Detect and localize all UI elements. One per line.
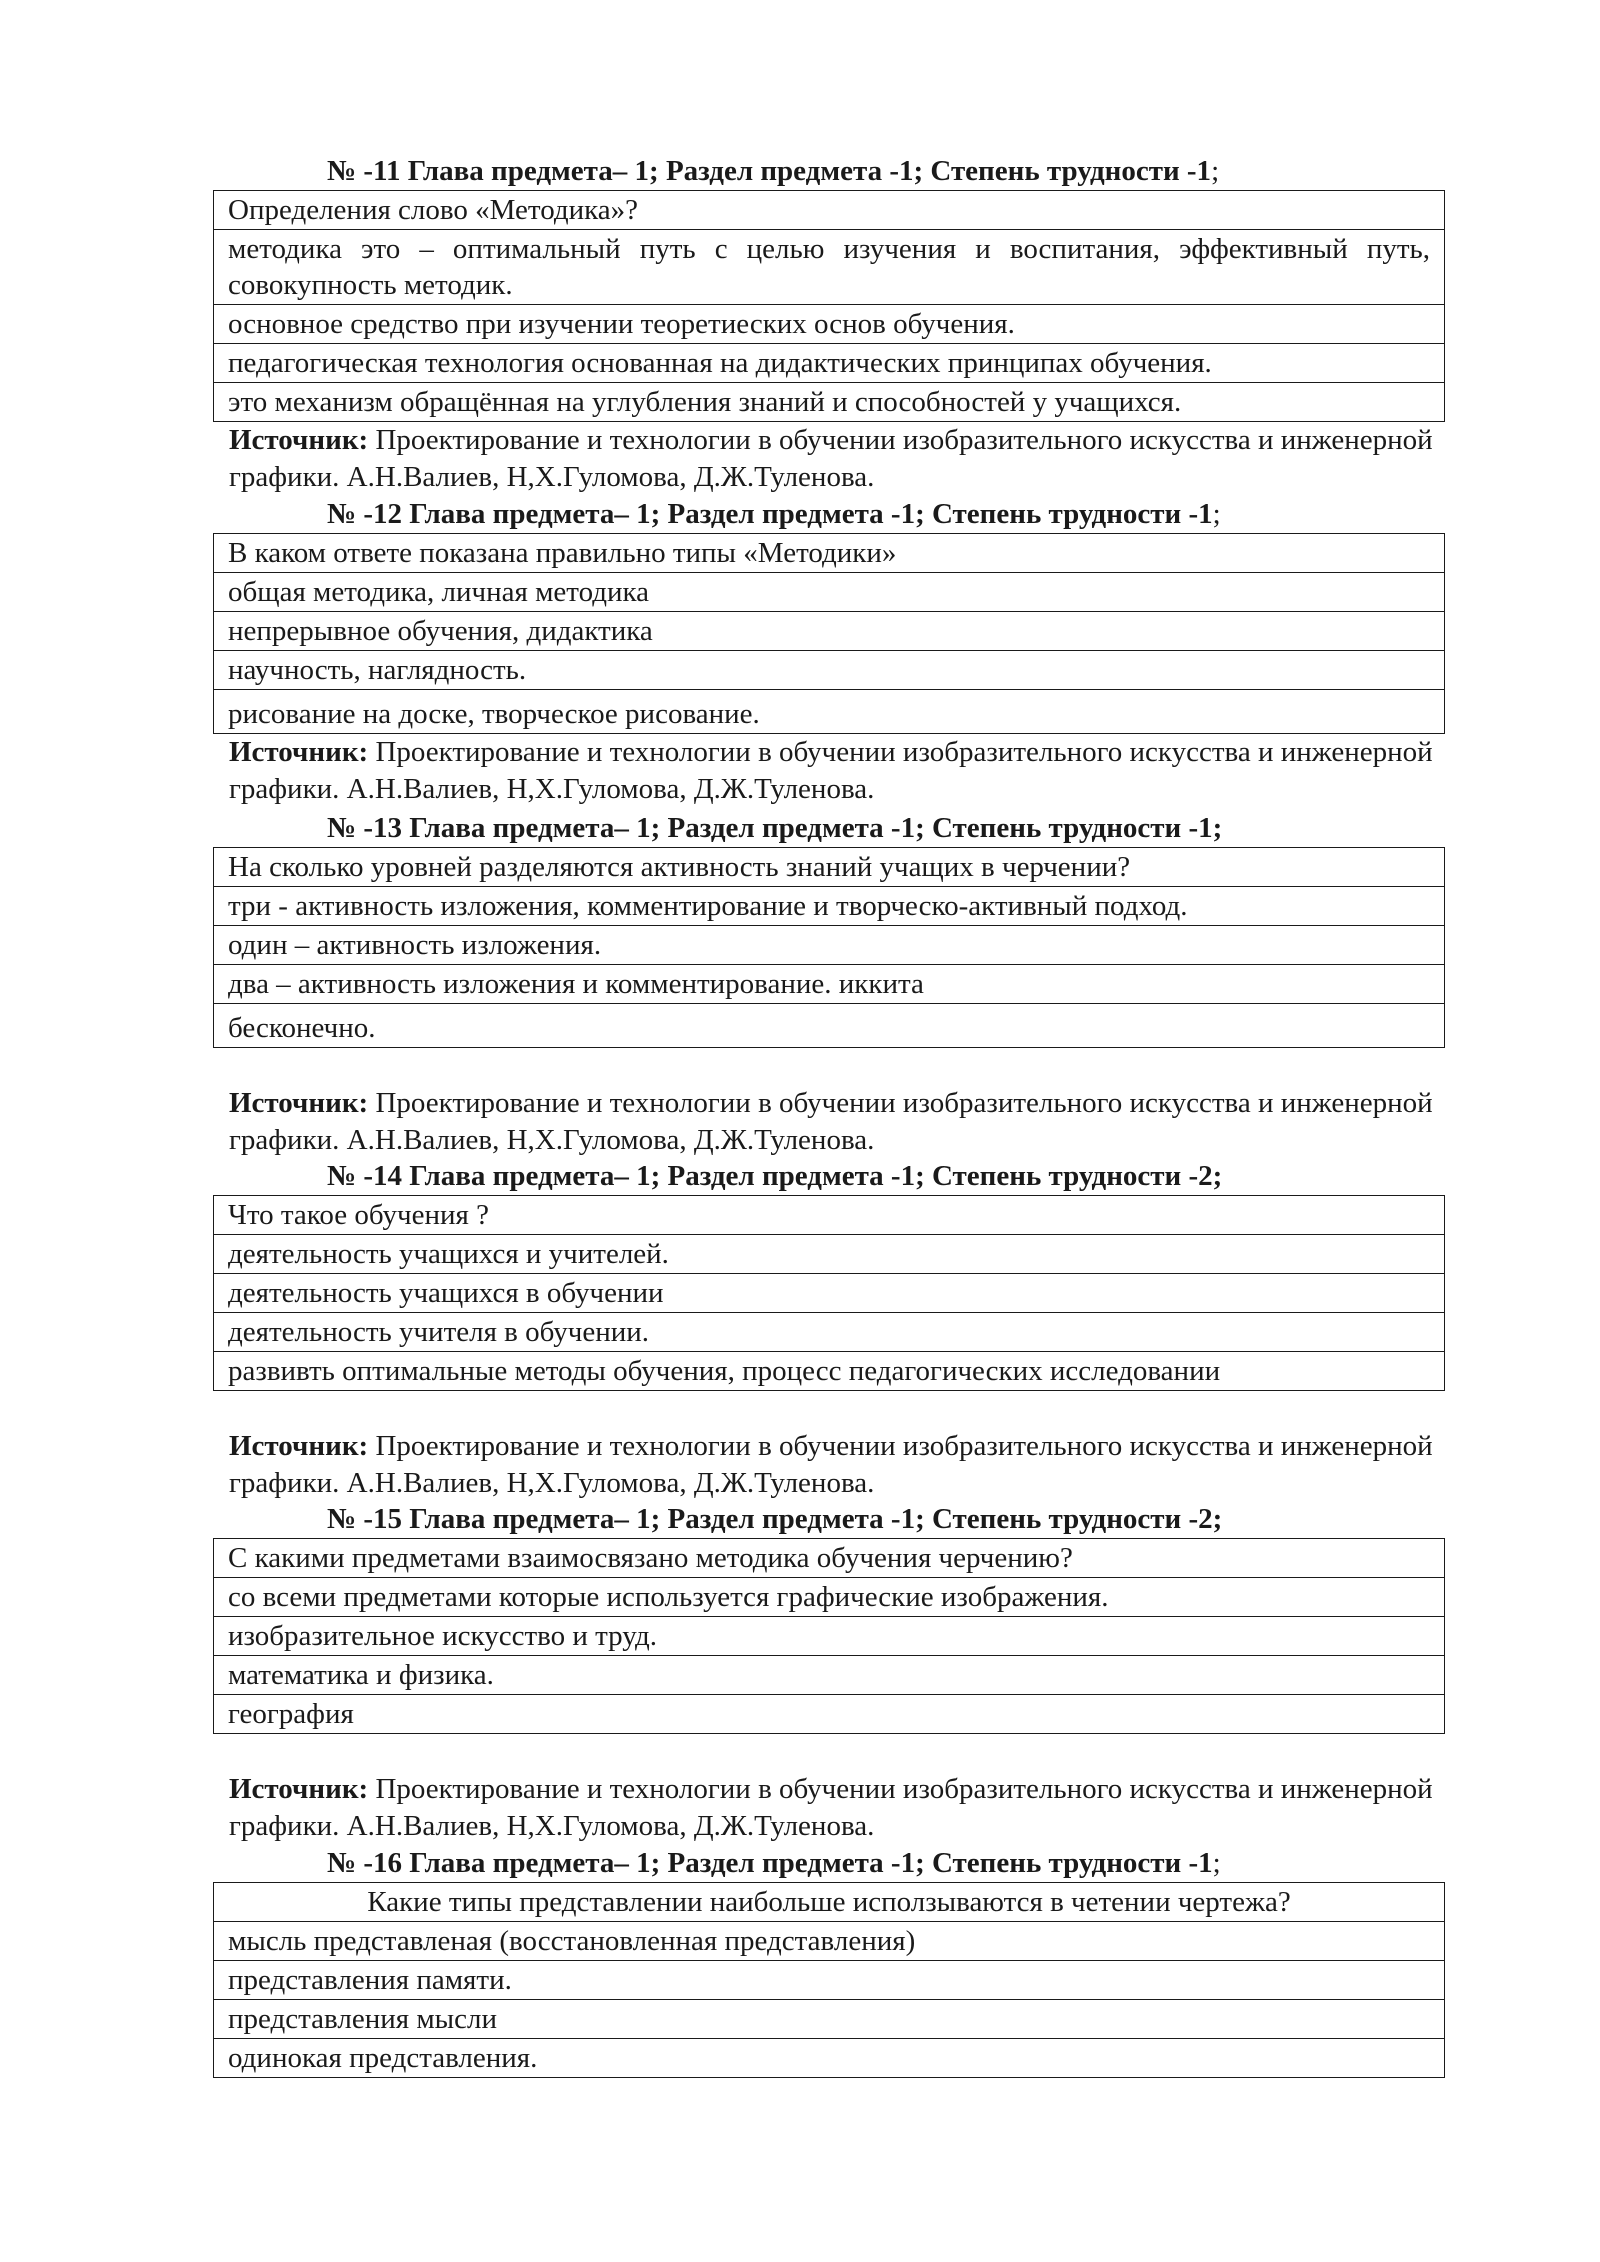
question-text: Определения слово «Методика»? bbox=[214, 191, 1445, 230]
answer-option: математика и физика. bbox=[214, 1656, 1445, 1695]
question-text: На сколько уровней разделяются активность знаний учащих в черчении? bbox=[214, 848, 1445, 887]
answer-option: изобразительное искусство и труд. bbox=[214, 1617, 1445, 1656]
question-block-12 bbox=[213, 495, 1445, 808]
heading-text: № -12 Глава предмета– 1; Раздел предмета -1; Степень трудности -1 bbox=[327, 498, 1213, 530]
question-heading bbox=[213, 495, 1445, 533]
source-citation bbox=[213, 1428, 1445, 1502]
source-text: Проектирование и технологии в обучении изобразительного искусства и инженерной графики. А.Н.Валиев, Н,Х.Гуломова, Д.Ж.Туленова. bbox=[229, 1773, 1433, 1842]
question-heading bbox=[213, 809, 1445, 847]
heading-semicolon: ; bbox=[1212, 498, 1221, 530]
answer-option: география bbox=[214, 1695, 1445, 1734]
question-heading bbox=[213, 1844, 1445, 1882]
question-block-11 bbox=[213, 152, 1445, 496]
answer-option: одинокая представления. bbox=[214, 2039, 1445, 2078]
question-heading bbox=[213, 1157, 1445, 1195]
question-text: В каком ответе показана правильно типы «Методики» bbox=[214, 534, 1445, 573]
question-table bbox=[213, 533, 1445, 734]
answer-option: непрерывное обучения, дидактика bbox=[214, 612, 1445, 651]
source-label: Источник: bbox=[229, 736, 369, 768]
answer-option: представления памяти. bbox=[214, 1961, 1445, 2000]
source-citation bbox=[213, 734, 1445, 808]
question-text: Что такое обучения ? bbox=[214, 1196, 1445, 1235]
answer-option: педагогическая технология основанная на дидактических принципах обучения. bbox=[214, 344, 1445, 383]
question-text: Какие типы представлении наибольше исползываются в четении чертежа? bbox=[214, 1883, 1445, 1922]
answer-option: три - активность изложения, комментирование и творческо-активный подход. bbox=[214, 887, 1445, 926]
answer-option: методика это – оптимальный путь с целью изучения и воспитания, эффективный путь, совокупность методик. bbox=[214, 230, 1445, 305]
source-citation bbox=[213, 1085, 1445, 1159]
question-heading bbox=[213, 1500, 1445, 1538]
source-text: Проектирование и технологии в обучении изобразительного искусства и инженерной графики. А.Н.Валиев, Н,Х.Гуломова, Д.Ж.Туленова. bbox=[229, 1430, 1433, 1499]
source-text: Проектирование и технологии в обучении изобразительного искусства и инженерной графики. А.Н.Валиев, Н,Х.Гуломова, Д.Ж.Туленова. bbox=[229, 424, 1433, 493]
question-block-14 bbox=[213, 1157, 1445, 1502]
answer-option: научность, наглядность. bbox=[214, 651, 1445, 690]
question-table bbox=[213, 1538, 1445, 1734]
heading-semicolon: ; bbox=[1211, 155, 1220, 187]
answer-option: деятельность учителя в обучении. bbox=[214, 1313, 1445, 1352]
answer-option: рисование на доске, творческое рисование. bbox=[214, 690, 1445, 734]
source-label: Источник: bbox=[229, 1087, 369, 1119]
question-table bbox=[213, 847, 1445, 1048]
heading-text: № -13 Глава предмета– 1; Раздел предмета -1; Степень трудности -1; bbox=[327, 812, 1223, 844]
heading-text: № -16 Глава предмета– 1; Раздел предмета -1; Степень трудности -1 bbox=[327, 1847, 1213, 1879]
question-text: С какими предметами взаимосвязано методика обучения черчению? bbox=[214, 1539, 1445, 1578]
answer-option: один – активность изложения. bbox=[214, 926, 1445, 965]
answer-option: деятельность учащихся в обучении bbox=[214, 1274, 1445, 1313]
heading-text: № -15 Глава предмета– 1; Раздел предмета -1; Степень трудности -2; bbox=[327, 1503, 1223, 1535]
heading-text: № -11 Глава предмета– 1; Раздел предмета -1; Степень трудности -1 bbox=[327, 155, 1212, 187]
answer-option: основное средство при изучении теоретиеских основ обучения. bbox=[214, 305, 1445, 344]
source-text: Проектирование и технологии в обучении изобразительного искусства и инженерной графики. А.Н.Валиев, Н,Х.Гуломова, Д.Ж.Туленова. bbox=[229, 736, 1433, 805]
question-block-15 bbox=[213, 1500, 1445, 1845]
source-label: Источник: bbox=[229, 1430, 369, 1462]
question-heading bbox=[213, 152, 1445, 190]
answer-option: общая методика, личная методика bbox=[214, 573, 1445, 612]
question-table bbox=[213, 1195, 1445, 1391]
answer-option: мысль представленая (восстановленная представления) bbox=[214, 1922, 1445, 1961]
question-table bbox=[213, 190, 1445, 422]
source-label: Источник: bbox=[229, 1773, 369, 1805]
heading-semicolon: ; bbox=[1212, 1847, 1221, 1879]
answer-option: со всеми предметами которые используется графические изображения. bbox=[214, 1578, 1445, 1617]
answer-option: развивть оптимальные методы обучения, процесс педагогических исследовании bbox=[214, 1352, 1445, 1391]
heading-text: № -14 Глава предмета– 1; Раздел предмета -1; Степень трудности -2; bbox=[327, 1160, 1223, 1192]
answer-option: бесконечно. bbox=[214, 1004, 1445, 1048]
source-label: Источник: bbox=[229, 424, 369, 456]
answer-option: два – активность изложения и комментирование. иккита bbox=[214, 965, 1445, 1004]
source-text: Проектирование и технологии в обучении изобразительного искусства и инженерной графики. А.Н.Валиев, Н,Х.Гуломова, Д.Ж.Туленова. bbox=[229, 1087, 1433, 1156]
answer-option: это механизм обращённая на углубления знаний и способностей у учащихся. bbox=[214, 383, 1445, 422]
source-citation bbox=[213, 422, 1445, 496]
source-citation bbox=[213, 1771, 1445, 1845]
question-table bbox=[213, 1882, 1445, 2078]
answer-option: представления мысли bbox=[214, 2000, 1445, 2039]
answer-option: деятельность учащихся и учителей. bbox=[214, 1235, 1445, 1274]
question-block-13 bbox=[213, 809, 1445, 1159]
question-block-16 bbox=[213, 1844, 1445, 2078]
